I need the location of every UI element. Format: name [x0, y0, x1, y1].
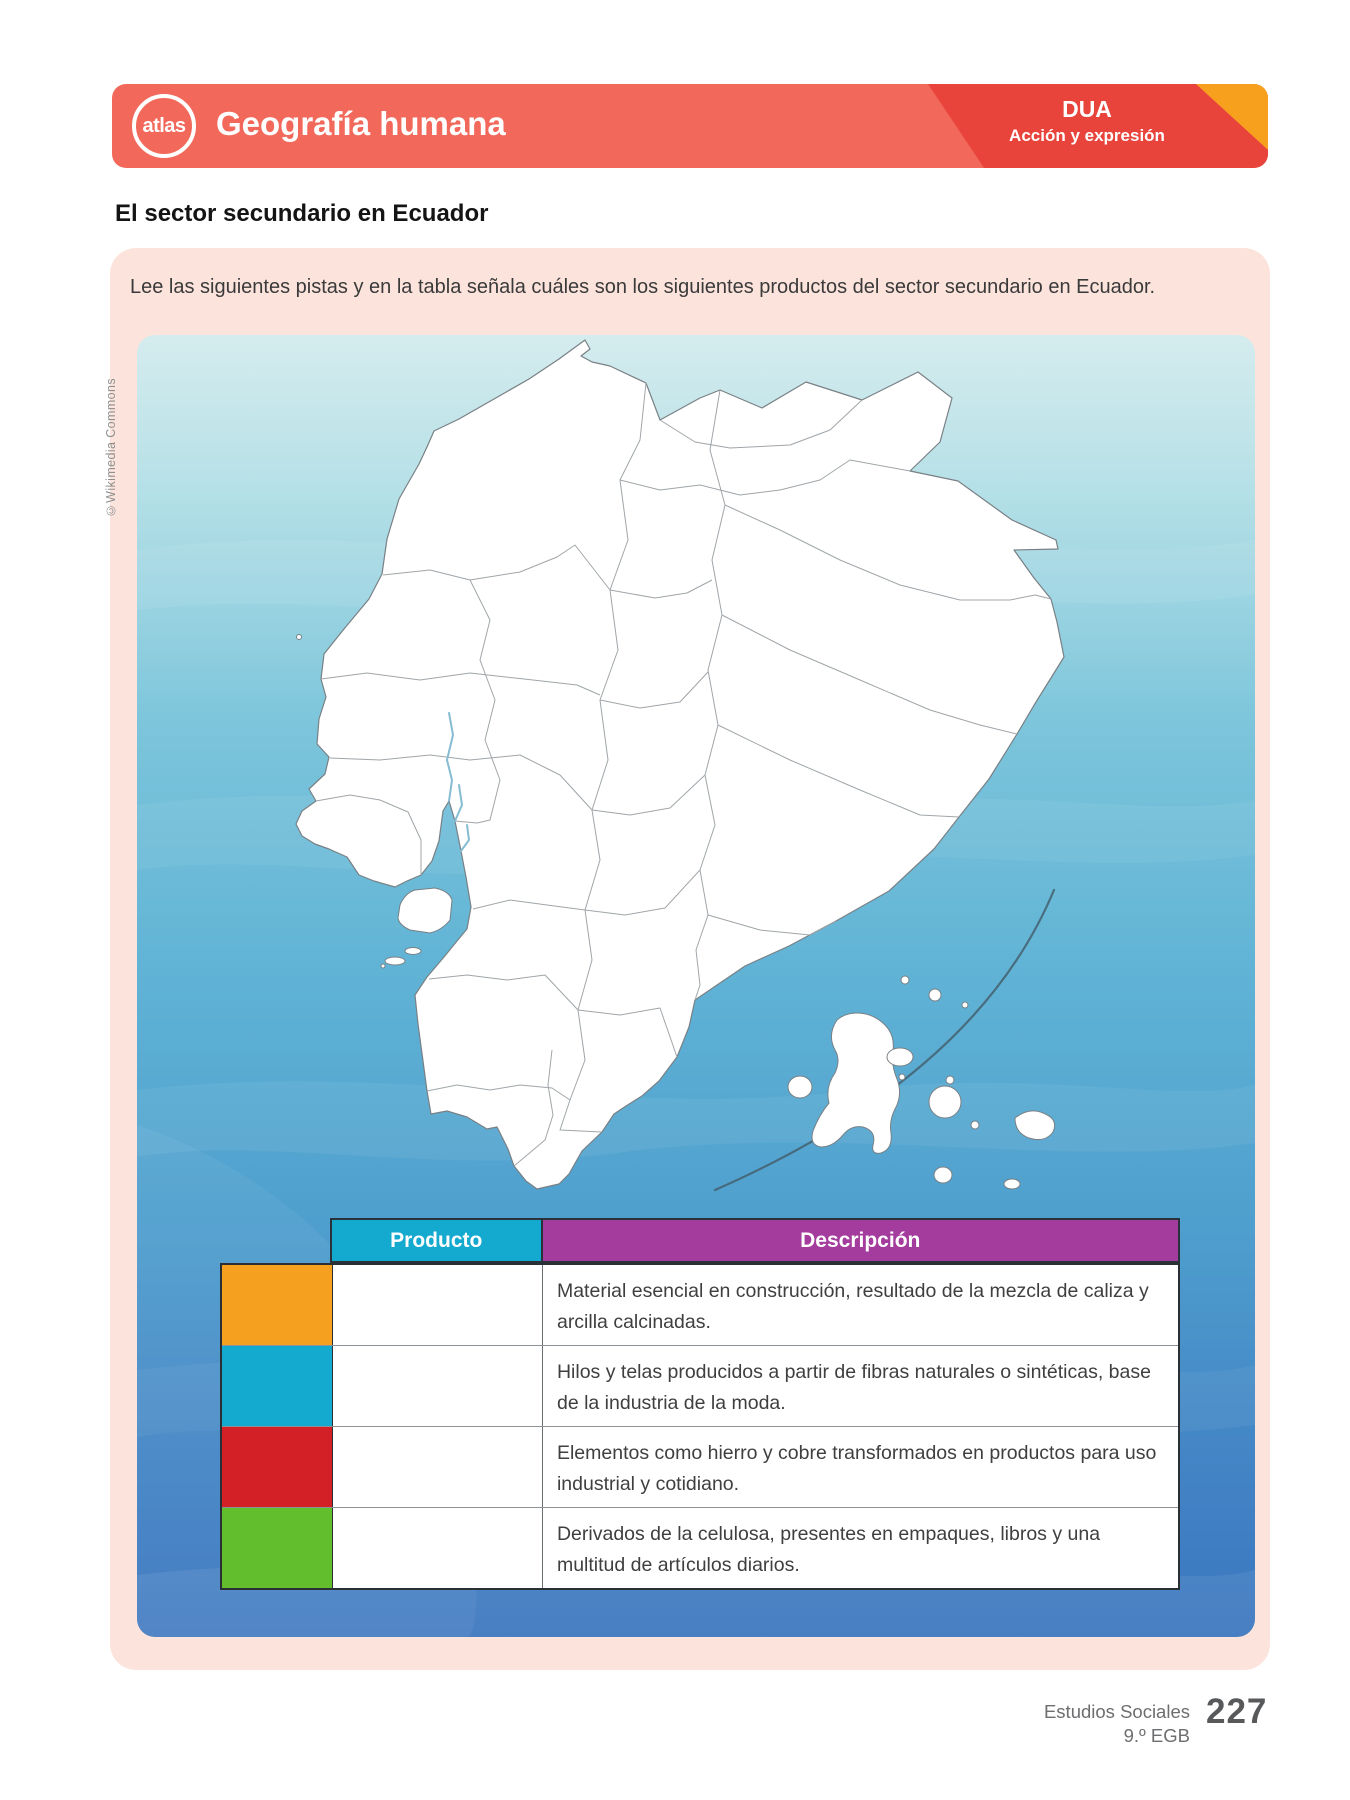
- description-cell: Derivados de la celulosa, presentes en empaques, libros y una multitud de artículos diarios.: [543, 1508, 1178, 1588]
- section-title: Geografía humana: [216, 105, 506, 142]
- product-answer-cell[interactable]: [333, 1346, 543, 1426]
- table-row: [222, 1263, 1178, 1345]
- page-title: El sector secundario en Ecuador: [115, 200, 489, 227]
- product-color-swatch: [222, 1346, 333, 1426]
- description-cell: Hilos y telas producidos a partir de fibras naturales o sintéticas, base de la industria de la moda.: [543, 1346, 1178, 1426]
- footer-grade: 9.º EGB: [1123, 1724, 1190, 1746]
- puna-island: [398, 888, 452, 933]
- product-table: [220, 1218, 1180, 1590]
- page-banner: [112, 84, 1268, 168]
- dua-badge-subtitle: Acción y expresión: [1009, 126, 1165, 146]
- table-row: [222, 1507, 1178, 1588]
- column-header-description: Descripción: [541, 1218, 1180, 1263]
- product-color-swatch: [222, 1508, 333, 1588]
- footer-subject-block: [890, 1700, 1190, 1747]
- table-row: [222, 1426, 1178, 1507]
- footer-subject: Estudios Sociales: [1043, 1701, 1190, 1722]
- atlas-logo-icon: [132, 94, 196, 158]
- product-color-swatch: [222, 1427, 333, 1507]
- product-color-swatch: [222, 1265, 333, 1345]
- description-cell: Material esencial en construcción, resultado de la mezcla de caliza y arcilla calcinadas.: [543, 1265, 1178, 1345]
- dua-badge-title: DUA: [1062, 96, 1112, 122]
- product-answer-cell[interactable]: [333, 1427, 543, 1507]
- product-answer-cell[interactable]: [333, 1265, 543, 1345]
- activity-instruction: Lee las siguientes pistas y en la tabla señala cuáles son los siguientes productos del sector secundario en Ecuador.: [130, 276, 1156, 298]
- image-credit: ©Wikimedia Commons: [104, 378, 118, 518]
- product-answer-cell[interactable]: [333, 1508, 543, 1588]
- dua-badge-text: [962, 97, 1212, 146]
- description-cell: Elementos como hierro y cobre transformados en productos para uso industrial y cotidiano.: [543, 1427, 1178, 1507]
- table-body: [220, 1263, 1180, 1590]
- atlas-logo-text: atlas: [142, 114, 186, 137]
- column-header-product: Producto: [330, 1218, 541, 1263]
- page-number: 227: [1206, 1692, 1268, 1731]
- table-header-row: [330, 1218, 1180, 1263]
- table-row: [222, 1345, 1178, 1426]
